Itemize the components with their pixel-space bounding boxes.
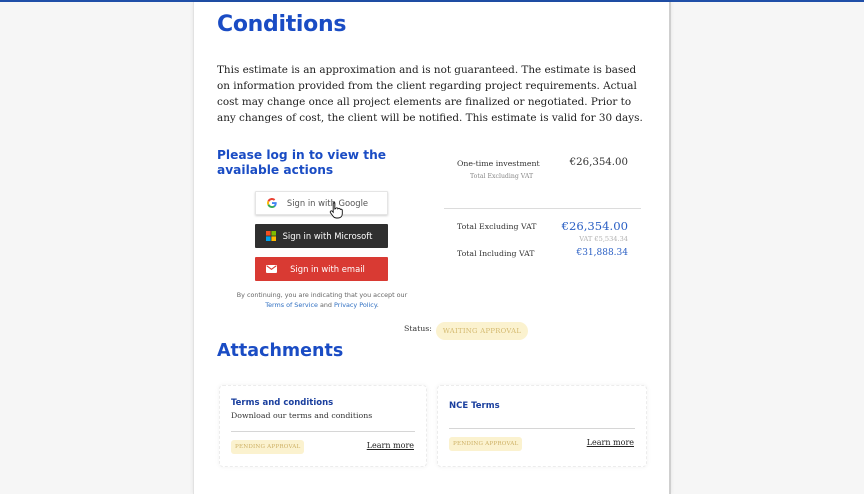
attachment-title: NCE Terms xyxy=(449,401,500,411)
card-divider xyxy=(449,428,635,429)
status-label: Status: xyxy=(404,324,432,333)
status-badge: WAITING APPROVAL xyxy=(436,322,528,340)
attachment-card xyxy=(219,385,427,467)
login-prompt-heading: Please log in to view the available actions xyxy=(217,148,387,177)
terms-prefix: By continuing, you are indicating that you accept our xyxy=(236,291,408,299)
terms-of-service-link[interactable]: Terms of Service xyxy=(265,301,318,309)
total-excluding-vat-value: €26,354.00 xyxy=(561,219,628,233)
terms-suffix: . xyxy=(376,301,379,309)
conditions-heading: Conditions xyxy=(217,12,347,37)
google-icon xyxy=(262,198,282,208)
vat-amount: VAT €5,534.34 xyxy=(579,235,628,243)
one-time-investment-value: €26,354.00 xyxy=(569,157,628,168)
terms-notice xyxy=(217,290,427,310)
attachment-status-badge: PENDING APPROVAL xyxy=(231,440,304,454)
sign-in-microsoft-label: Sign in with Microsoft xyxy=(282,231,373,241)
attachment-status-badge: PENDING APPROVAL xyxy=(449,437,522,451)
conditions-text: This estimate is an approximation and is not guaranteed. The estimate is based on information provided from the client regarding project requirements. Actual cost may change once all project elements are finalized or negotiated. Prior to any changes of cost, the client will be notified. This estimate is valid for 30 days. xyxy=(217,64,643,124)
total-excluding-vat-label: Total Excluding VAT xyxy=(457,222,537,231)
attachment-description: Download our terms and conditions xyxy=(231,411,373,420)
terms-and: and xyxy=(319,301,332,309)
summary-divider xyxy=(444,208,641,209)
privacy-policy-link[interactable]: Privacy Policy xyxy=(334,301,377,309)
one-time-investment-subtext: Total Excluding VAT xyxy=(470,173,534,180)
sign-in-microsoft-button[interactable] xyxy=(255,224,388,248)
quote-page xyxy=(193,2,671,494)
microsoft-icon xyxy=(261,231,281,241)
one-time-investment-label: One-time investment xyxy=(457,159,540,168)
total-including-vat-value: €31,888.34 xyxy=(576,248,628,258)
sign-in-google-label: Sign in with Google xyxy=(286,198,369,208)
sign-in-email-button[interactable] xyxy=(255,257,388,281)
attachment-card xyxy=(437,385,647,467)
sign-in-email-label: Sign in with email xyxy=(290,264,365,274)
mail-icon xyxy=(261,265,281,273)
card-divider xyxy=(231,431,415,432)
total-including-vat-label: Total Including VAT xyxy=(457,249,535,258)
attachment-title: Terms and conditions xyxy=(231,398,334,408)
learn-more-link[interactable]: Learn more xyxy=(366,441,414,450)
hand-pointer-icon xyxy=(329,201,343,223)
attachments-heading: Attachments xyxy=(217,341,344,361)
sign-in-google-button[interactable] xyxy=(255,191,388,215)
learn-more-link[interactable]: Learn more xyxy=(586,438,634,447)
